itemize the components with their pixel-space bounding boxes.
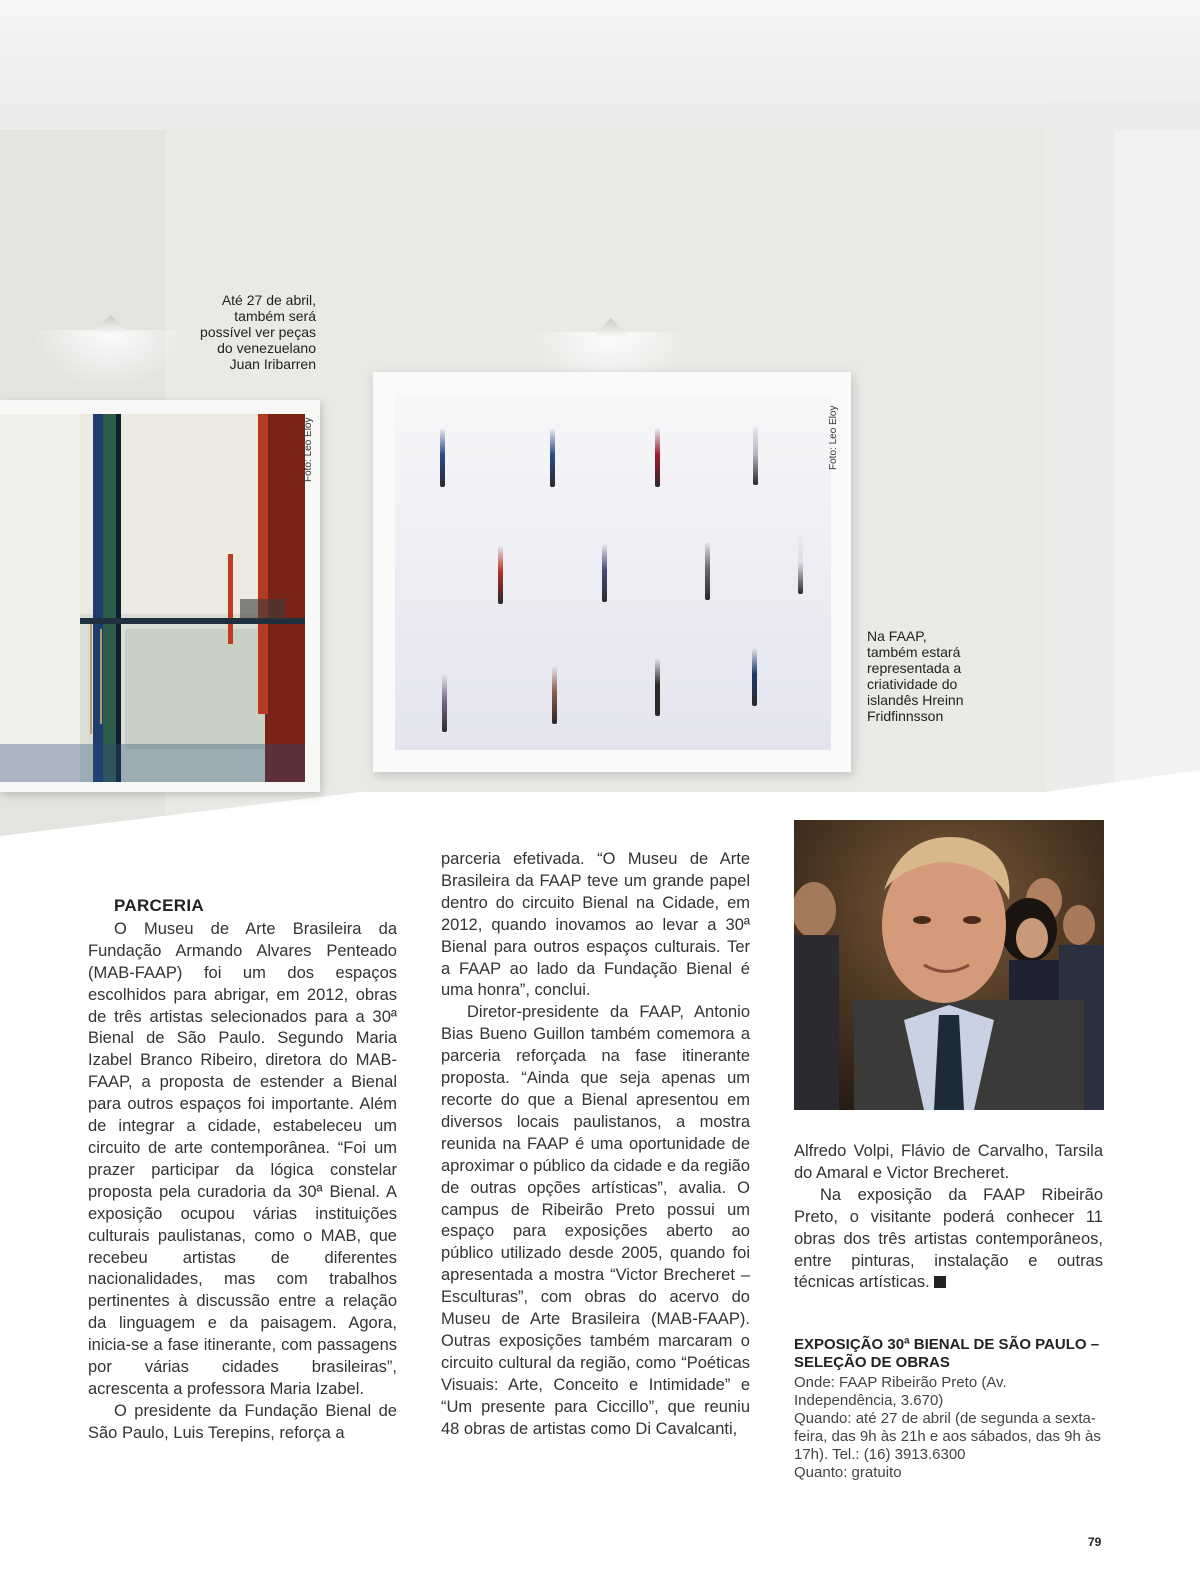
gallery-pillar — [1115, 130, 1200, 790]
caption-line: Até 27 de abril, — [221, 292, 316, 308]
info-box-title: EXPOSIÇÃO 30ª BIENAL DE SÃO PAULO – SELEÇÃO DE OBRAS — [794, 1336, 1100, 1371]
info-when: Quando: até 27 de abril (de segunda a sexta-feira, das 9h às 21h e aos sábados, das 9h às 17h). Tel.: (16) 3913.6300 — [794, 1410, 1101, 1463]
info-box — [794, 1374, 1104, 1482]
gallery-ceiling — [0, 0, 1200, 130]
portrait-photo — [794, 820, 1104, 1110]
caption-juan-iribarren — [190, 292, 316, 372]
page-number: 79 — [1088, 1535, 1102, 1549]
article-paragraph-text: Na exposição da FAAP Ribeirão Preto, o visitante poderá conhecer 11 obras dos três artistas contemporâneos, entre pinturas, instalação e outras técnicas artísticas. — [794, 1185, 1103, 1292]
photo-credit: Foto: Leo Eloy — [303, 417, 314, 482]
installation-rod — [655, 429, 660, 487]
installation-rod — [798, 536, 803, 594]
caption-line: do venezuelano — [217, 340, 316, 356]
section-heading: PARCERIA — [114, 896, 204, 915]
installation-rod — [655, 658, 660, 716]
caption-hreinn-fridfinnsson — [867, 628, 997, 724]
installation-rod — [440, 429, 445, 487]
article-paragraph: Diretor-presidente da FAAP, Antonio Bias Bueno Guillon também comemora a parceria reforçada na fase itinerante proposta. “Ainda que seja apenas um recorte do que a Bienal apresentou em diversos locais paulistanos, a mostra reunida na FAAP é uma oportunidade de aproximar o público da cidade e da região de outras opções artísticas”, avalia. O campus de Ribeirão Preto possui um espaço para exposições aberto ao público utilizado desde 2005, quando foi apresentada a mostra “Victor Brecheret – Esculturas”, com obras do acervo do Museu de Arte Brasileira (MAB-FAAP). Outras exposições também marcaram o circuito cultural da região, como “Poéticas Visuais: Arte, Conceito e Intimidade” e “Um presente para Ciccillo”, que reuniu 48 obras de artistas como Di Cavalcanti, — [441, 1003, 750, 1438]
article-column-1 — [88, 895, 397, 1445]
installation-rod — [550, 429, 555, 487]
article-paragraph: parceria efetivada. “O Museu de Arte Brasileira da FAAP teve um grande papel dentro do circuito Bienal na Cidade, em 2012, quando inovamos ao levar a 30ª Bienal para outros espaços culturais. Ter a FAAP ao lado da Fundação Bienal é uma honra”, conclui. — [441, 850, 750, 1000]
lamp-glow — [30, 330, 190, 390]
abstract-painting-graphic — [0, 414, 305, 782]
caption-line: possível ver peças — [200, 324, 316, 340]
portrait-graphic — [794, 820, 1104, 1110]
caption-line: criatividade do — [867, 676, 958, 692]
caption-line: também estará — [867, 644, 961, 660]
end-of-article-icon — [934, 1276, 946, 1288]
painting-hreinn-fridfinnsson — [373, 372, 851, 772]
installation-rod — [442, 674, 447, 732]
installation-rod — [752, 648, 757, 706]
info-where: Onde: FAAP Ribeirão Preto (Av. Independência, 3.670) — [794, 1374, 1007, 1409]
caption-line: também será — [234, 308, 316, 324]
article-paragraph: O presidente da Fundação Bienal de São Paulo, Luis Terepins, reforça a — [88, 1401, 397, 1442]
article-paragraph: Alfredo Volpi, Flávio de Carvalho, Tarsila do Amaral e Victor Brecheret. — [794, 1142, 1103, 1182]
installation-rod — [552, 666, 557, 724]
painting-juan-iribarren — [0, 400, 320, 792]
article-paragraph: O Museu de Arte Brasileira da Fundação Armando Alvares Penteado (MAB-FAAP) foi um dos espaços escolhidos para abrigar, em 2012, obras de três artistas selecionados para a 30ª Bienal de São Paulo. Segundo Maria Izabel Branco Ribeiro, diretora do MAB-FAAP, a proposta de estender a Bienal para outros espaços foi importante. Além de integrar a cidade, estabeleceu um circuito de arte contemporânea. “Foi um prazer participar da lógica constelar proposta pela curadoria da 30ª Bienal. A exposição ocupou várias instituições culturais paulistanas, como o MAB, que recebeu artistas de diferentes nacionalidades, mas com trabalhos pertinentes à discussão entre a relação da linguagem e da paisagem. Agora, inicia-se a fase itinerante, com passagens por várias cidades brasileiras”, acrescenta a professora Maria Izabel. — [88, 919, 397, 1398]
info-price: Quanto: gratuito — [794, 1464, 902, 1481]
article-column-3 — [794, 1141, 1103, 1294]
painting-canvas — [0, 414, 305, 782]
caption-line: Juan Iribarren — [229, 356, 316, 372]
article-paragraph — [794, 1185, 1103, 1295]
installation-rod — [602, 544, 607, 602]
installation-rod — [498, 546, 503, 604]
caption-line: Na FAAP, — [867, 628, 927, 644]
article-column-2 — [441, 849, 750, 1440]
caption-line: islandês Hreinn — [867, 692, 964, 708]
caption-line: Fridfinnsson — [867, 708, 944, 724]
installation-rod — [753, 427, 758, 485]
photo-credit: Foto: Leo Eloy — [828, 405, 839, 470]
caption-line: representada a — [867, 660, 962, 676]
installation-rod — [705, 542, 710, 600]
installation-canvas — [395, 394, 831, 750]
